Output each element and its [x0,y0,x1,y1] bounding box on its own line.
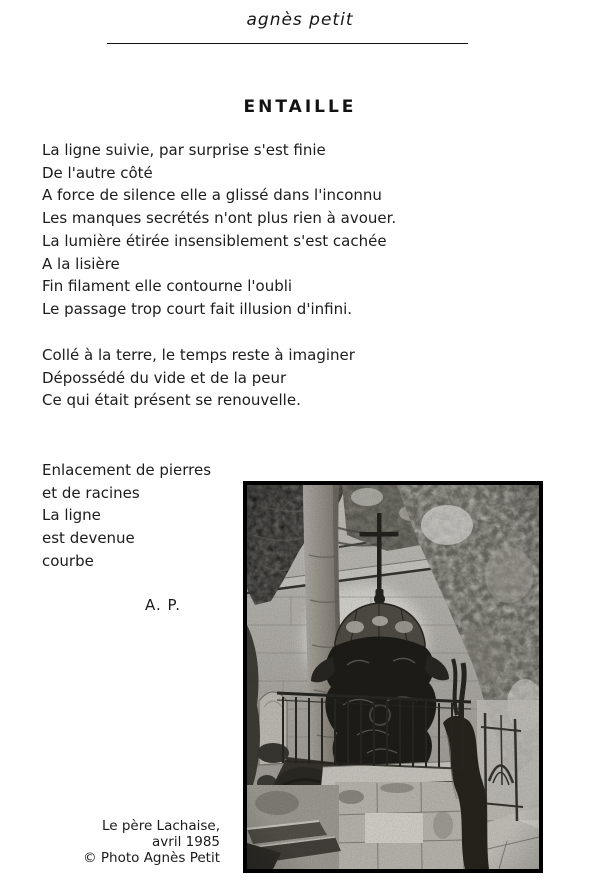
poem-title: ENTAILLE [243,97,357,117]
poem-line: Dépossédé du vide et de la peur [42,368,287,387]
author-name: agnès petit [246,10,354,30]
poem-line: Enlacement de pierres [42,461,212,479]
poem-line: La ligne suivie, par surprise s'est finie [42,141,326,159]
poem-line: La ligne [42,506,101,525]
photo-caption [40,818,220,866]
poem-line: et de racines [42,483,140,502]
photo-pere-lachaise [243,481,543,873]
poem-stanza-2 [42,344,355,412]
poem-line: Ce qui était présent se renouvelle. [42,391,301,410]
poem-line: Fin filament elle contourne l'oubli [42,277,293,296]
header-rule [107,43,468,44]
poem-stanza-1 [42,139,396,321]
caption-line: Le père Lachaise, [101,818,220,834]
poem-line: Le passage trop court fait illusion d'infini. [42,299,353,318]
poem-line: Collé à la terre, le temps reste à imaginer [42,346,355,364]
caption-line: © Photo Agnès Petit [83,850,220,866]
poem-line: Les manques secrétés n'ont plus rien à avouer. [42,209,397,228]
poem-line: De l'autre côté [42,163,153,182]
vignette [247,485,539,869]
poem-line: A force de silence elle a glissé dans l'inconnu [42,186,382,205]
poem-line: est devenue [42,529,135,548]
caption-line: avril 1985 [152,834,220,850]
poem-signature: A. P. [145,596,182,614]
poem-line: courbe [42,551,94,570]
photo-illustration [247,485,539,869]
poem-line: A la lisière [42,254,120,273]
poem-stanza-3 [42,459,211,573]
poem-line: La lumière étirée insensiblement s'est cachée [42,231,387,250]
